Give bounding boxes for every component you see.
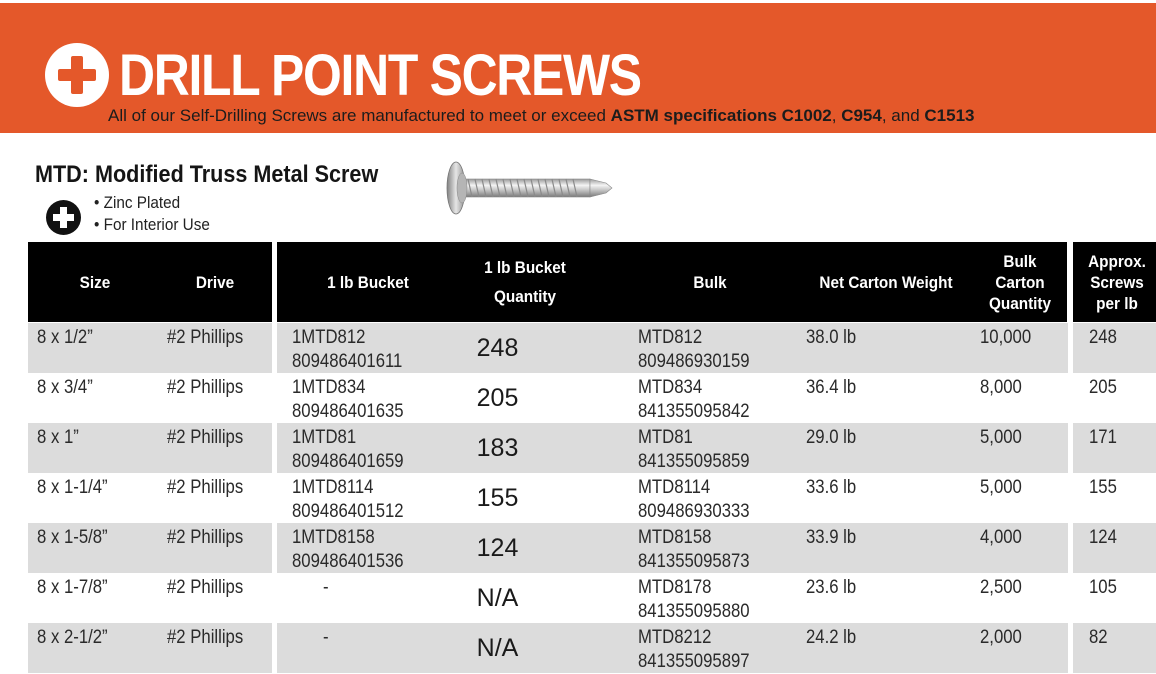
- cell-bucket: 1MTD8114: [292, 477, 374, 498]
- row-background: [1073, 623, 1156, 673]
- cell-drive: #2 Phillips: [167, 577, 244, 598]
- cell-bulk: MTD812: [638, 327, 703, 348]
- plus-circle-icon: [46, 200, 81, 235]
- cell-bucket-qty: 183: [476, 434, 519, 462]
- cell-drive: #2 Phillips: [167, 527, 244, 548]
- cell-bulk: MTD8114: [638, 477, 711, 498]
- cell-per-lb: 248: [1089, 327, 1117, 348]
- cell-weight: 24.2 lb: [806, 627, 857, 648]
- cell-weight: 29.0 lb: [806, 427, 857, 448]
- cell-bucket-upc: 809486401536: [292, 551, 404, 572]
- cell-bulk-upc: 841355095859: [638, 451, 750, 472]
- cell-weight: 36.4 lb: [806, 377, 857, 398]
- cell-size: 8 x 1-5/8”: [37, 527, 108, 548]
- cell-bulk-upc: 809486930333: [638, 501, 750, 522]
- cell-per-lb: 105: [1089, 577, 1117, 598]
- cell-drive: #2 Phillips: [167, 427, 244, 448]
- cell-size: 8 x 1-1/4”: [37, 477, 108, 498]
- cell-size: 8 x 1”: [37, 427, 79, 448]
- cell-per-lb: 171: [1089, 427, 1117, 448]
- feature-list: [94, 192, 210, 236]
- cell-carton-qty: 2,000: [980, 627, 1022, 648]
- cell-carton-qty: 5,000: [980, 477, 1022, 498]
- cell-carton-qty: 4,000: [980, 527, 1022, 548]
- cell-bucket-qty: N/A: [476, 584, 519, 612]
- subtitle-text: All of our Self-Drilling Screws are manufactured to meet or exceed: [108, 106, 611, 125]
- cell-bucket-upc: 809486401635: [292, 401, 404, 422]
- cell-carton-qty: 5,000: [980, 427, 1022, 448]
- cell-bucket-qty: 205: [476, 384, 519, 412]
- cell-bucket-upc: 809486401611: [292, 351, 403, 372]
- cell-weight: 38.0 lb: [806, 327, 857, 348]
- cell-bulk: MTD8178: [638, 577, 712, 598]
- cell-bucket-qty: 155: [476, 484, 519, 512]
- cell-size: 8 x 3/4”: [37, 377, 93, 398]
- cell-bucket-qty: N/A: [476, 634, 519, 662]
- cell-drive: #2 Phillips: [167, 477, 244, 498]
- plus-circle-icon: [45, 43, 109, 107]
- screw-icon: [442, 158, 617, 218]
- column-header-screws-per-lb: Approx. Screws per lb: [1088, 251, 1146, 313]
- page-title: DRILL POINT SCREWS: [119, 43, 641, 108]
- subtitle-spec-c1002: ASTM specifications C1002: [610, 106, 832, 125]
- cell-bulk: MTD81: [638, 427, 693, 448]
- header-banner: [0, 3, 1156, 133]
- cell-per-lb: 205: [1089, 377, 1117, 398]
- cell-per-lb: 124: [1089, 527, 1117, 548]
- cell-bulk-upc: 841355095873: [638, 551, 750, 572]
- feature-item: • For Interior Use: [94, 215, 210, 234]
- cell-bucket-qty: 248: [476, 334, 519, 362]
- cell-weight: 33.6 lb: [806, 477, 857, 498]
- cell-bucket: 1MTD834: [292, 377, 366, 398]
- cell-size: 8 x 1-7/8”: [37, 577, 108, 598]
- feature-item: • Zinc Plated: [94, 193, 181, 212]
- cell-bucket: 1MTD8158: [292, 527, 375, 548]
- cell-carton-qty: 2,500: [980, 577, 1022, 598]
- subtitle-separator: ,: [831, 106, 842, 125]
- subtitle-spec-c954: C954: [841, 106, 882, 125]
- cell-bucket: 1MTD81: [292, 427, 357, 448]
- cell-size: 8 x 1/2”: [37, 327, 93, 348]
- column-header-bulk: Bulk: [693, 272, 727, 292]
- cell-bulk: MTD8212: [638, 627, 712, 648]
- subtitle-spec-c1513: C1513: [924, 106, 975, 125]
- cell-bucket-upc: 809486401512: [292, 501, 404, 522]
- column-header-net-carton-weight: Net Carton Weight: [819, 272, 953, 292]
- cell-size: 8 x 2-1/2”: [37, 627, 108, 648]
- cell-weight: 23.6 lb: [806, 577, 857, 598]
- cell-carton-qty: 8,000: [980, 377, 1022, 398]
- cell-bulk-upc: 841355095897: [638, 651, 750, 672]
- column-header-bucket: 1 lb Bucket: [327, 272, 409, 292]
- subtitle-separator: , and: [881, 106, 925, 125]
- cell-bucket-upc: 809486401659: [292, 451, 404, 472]
- cell-bulk-upc: 841355095880: [638, 601, 750, 622]
- cell-bucket: -: [323, 627, 329, 648]
- cell-bulk-upc: 809486930159: [638, 351, 750, 372]
- cell-drive: #2 Phillips: [167, 327, 244, 348]
- cell-drive: #2 Phillips: [167, 627, 244, 648]
- cell-bucket-qty: 124: [476, 534, 519, 562]
- cell-per-lb: 82: [1089, 627, 1108, 648]
- column-header-size: Size: [79, 272, 111, 292]
- column-header-bucket-quantity: 1 lb Bucket Quantity: [484, 258, 566, 306]
- cell-weight: 33.9 lb: [806, 527, 857, 548]
- cell-bucket: 1MTD812: [292, 327, 366, 348]
- cell-bulk: MTD834: [638, 377, 703, 398]
- banner-subtitle: [108, 106, 975, 126]
- column-header-bulk-carton-quantity: Bulk Carton Quantity: [988, 251, 1052, 313]
- product-title: MTD: Modified Truss Metal Screw: [35, 161, 379, 188]
- cell-bulk: MTD8158: [638, 527, 712, 548]
- cell-per-lb: 155: [1089, 477, 1117, 498]
- cell-carton-qty: 10,000: [980, 327, 1032, 348]
- column-header-drive: Drive: [195, 272, 235, 292]
- cell-bucket: -: [323, 577, 329, 598]
- cell-drive: #2 Phillips: [167, 377, 244, 398]
- cell-bulk-upc: 841355095842: [638, 401, 750, 422]
